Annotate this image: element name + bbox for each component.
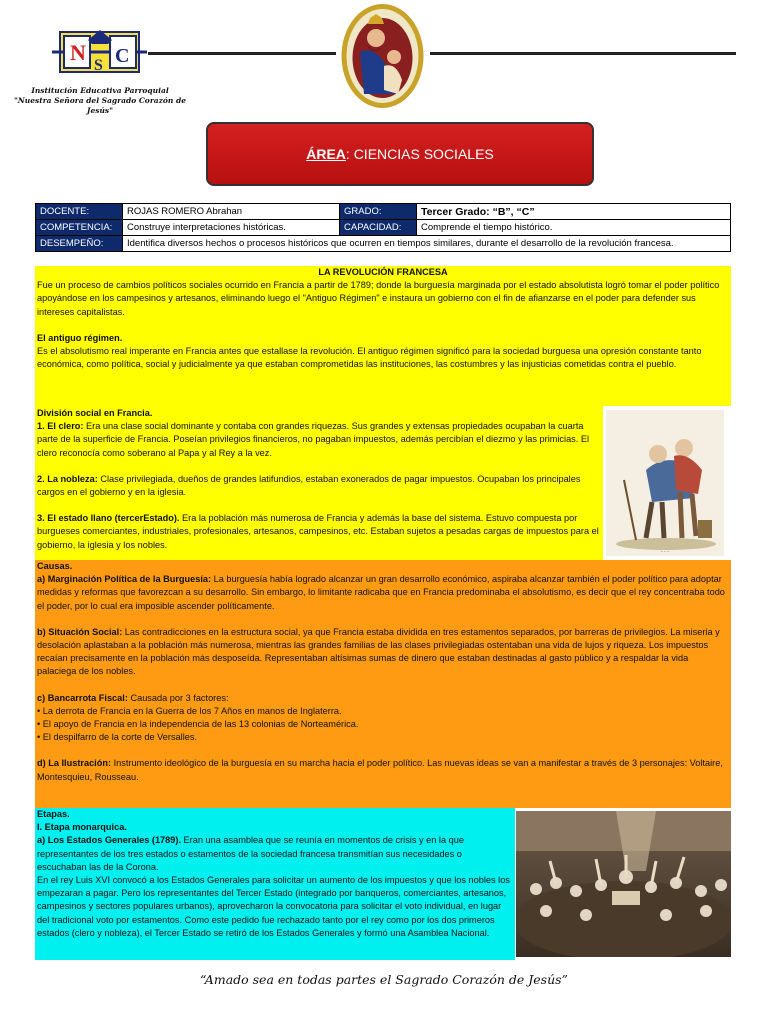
footer-motto: “Amado sea en todas partes el Sagrado Corazón de Jesús” <box>200 972 568 987</box>
estados-generales-paragraph <box>37 834 513 874</box>
three-estates-cartoon-image <box>606 410 724 556</box>
header-rule-right <box>430 52 736 55</box>
cause-b-text: Las contradicciones en la estructura social, ya que Francia estaba dividida en tres estamentos separados, por barreras de privilegios. La miseria y desolación aplastaban a la población más numerosa, mientras las grandes familias de las clases privilegiadas ostentaban una vida de lujos y riqueza. Los impuestos recaían precisamente en la población más desposeída. Representaban altísimas sumas de dinero que estaban destinadas al gasto público y a respaldar la vida palaciega de los nobles. <box>37 626 720 677</box>
logo-letter-n: N <box>70 40 86 65</box>
desempeno-label: DESEMPEÑO: <box>36 236 123 252</box>
virgin-medallion-image <box>340 2 425 110</box>
cause-d-text: Instrumento ideológico de la burguesía en su marcha hacia el poder político. Las nuevas ideas se van a manifestar a través de 3 personajes: Voltaire, Montesquieu, Rousseau. <box>37 758 723 782</box>
estado-llano-text: Era la población más numerosa de Francia y además la base del sistema. Estuvo compuesta por burgueses comerciantes, industriales, profesionales, artesanos, campesinos, etc. Estaban sujetos a pesadas cargas de impuestos para el gobierno, la iglesia y los nobles. <box>37 513 599 550</box>
cause-a-label: a) Marginación Política de la Burguesía: <box>37 574 212 585</box>
school-line-2: "Nuestra Señora del Sagrado Corazón de Jesús" <box>14 96 186 115</box>
estado-llano-label: 3. El estado llano (tercerEstado). <box>37 513 180 524</box>
area-value: : CIENCIAS SOCIALES <box>345 146 494 162</box>
tennis-court-oath-painting <box>516 811 731 957</box>
cause-b-label: b) Situación Social: <box>37 626 123 637</box>
estados-generales-label: a) Los Estados Generales (1789). <box>37 835 181 846</box>
info-row-docente <box>36 204 731 220</box>
area-label: ÁREA <box>306 146 346 162</box>
docente-value: ROJAS ROMERO Abrahan <box>123 204 340 220</box>
cause-c-item: • El apoyo de Francia en la independencia de las 13 colonias de Norteamérica. <box>37 719 359 730</box>
school-line-1: Institución Educativa Parroquial <box>31 86 169 95</box>
school-logo <box>52 22 147 82</box>
cause-c-item: • La derrota de Francia en la Guerra de los 7 Años en manos de Inglaterra. <box>37 705 342 716</box>
logo-letter-s: S <box>94 57 103 74</box>
stages-section <box>35 808 515 960</box>
antiguo-regimen-paragraph: Es el absolutismo real imperante en Francia antes que estallase la revolución. El antiguo régimen significó para la sociedad burguesa una opresión constante tanto económica, como política, social y judicialmente ya que estaban comprometidas las instituciones, las costumbres y las injusticias cometidas contra el pueblo. <box>37 346 702 370</box>
intro-paragraph: Fue un proceso de cambios políticos sociales ocurrido en Francia a partir de 1789; donde la burguesía marginada por el estado absolutista logró tomar el poder político apoyándose en los campesinos y artesanos, eliminando luego el "Antiguo Régimen" e instaura un gobierno con el fin de afianzarse en el poder para defender sus intereses capitalistas. <box>37 280 720 317</box>
grado-value: Tercer Grado: “B”, “C” <box>417 204 731 220</box>
cause-d-paragraph <box>37 757 729 783</box>
svg-text:~ ~ ~: ~ ~ ~ <box>660 549 670 554</box>
causes-heading: Causas. <box>37 561 73 571</box>
antiguo-regimen-heading: El antiguo régimen. <box>37 332 123 343</box>
cause-c-label: c) Bancarrota Fiscal: <box>37 692 128 703</box>
cause-a-paragraph <box>37 573 729 613</box>
area-banner <box>206 122 594 186</box>
cause-c-item: • El despilfarro de la corte de Versalles. <box>37 732 197 743</box>
nobleza-paragraph <box>37 473 601 499</box>
info-row-competencia <box>36 220 731 236</box>
cause-b-paragraph <box>37 626 729 679</box>
competencia-value: Construye interpretaciones históricas. <box>123 220 340 236</box>
info-row-desempeno <box>36 236 731 252</box>
stage-monarchic-heading: I. Etapa monarquica. <box>37 822 127 833</box>
capacidad-value: Comprende el tiempo histórico. <box>417 220 731 236</box>
luis-xvi-paragraph: En el rey Luis XVI convocó a los Estados Generales para solicitar un aumento de los impuestos y que los nobles los empezaran a pagar. Pero los representantes del Tercer Estado (integrado por banqueros, comerciantes, artesanos, campesinos y sectores populares urbanos), aprovecharon la convocatoria para solicitar el voto individual, en lugar del tradicional voto por estamentos. Como este pedido fue rechazado tanto por el rey como por los dos primeros estados (clero y nobleza), el Tercer Estado se retiró de los Estados Generales y formó una Asamblea Nacional. <box>37 875 510 938</box>
clero-paragraph <box>37 420 601 460</box>
cause-a-text: La burguesía había logrado alcanzar un gran desarrollo económico, aspiraba alcanzar también el poder político para adoptar medidas y reformas que favorezcan a su desarrollo. Sin embargo, lo limitante radicaba que en Francia predominaba el absolutismo, es decir que el rey concentraba todo el poder, por lo cual era imposible ascender políticamente. <box>37 574 725 611</box>
cause-c-text: Causada por 3 factores: <box>127 692 229 703</box>
competencia-label: COMPETENCIA: <box>36 220 123 236</box>
estado-llano-paragraph <box>37 512 601 552</box>
division-section <box>35 406 603 560</box>
causes-section <box>35 560 731 808</box>
cause-c-paragraph <box>37 692 729 705</box>
grado-label: GRADO: <box>340 204 417 220</box>
course-info-table <box>35 203 731 252</box>
intro-section <box>35 266 731 406</box>
division-heading: División social en Francia. <box>37 408 153 418</box>
stages-heading: Etapas. <box>37 809 70 819</box>
capacidad-label: CAPACIDAD: <box>340 220 417 236</box>
school-name <box>0 86 200 116</box>
cause-d-label: d) La Ilustración: <box>37 758 112 769</box>
clero-text: Era una clase social dominante y contaba con grandes riquezas. Sus grandes y extensas propiedades ocupaban la cuarta parte de la superficie de Francia. Poseían privilegios financieros, no pagaban impuestos, además percibían el diezmo y las primicias. El clero reconocía como soberano al Papa y al Rey a la vez. <box>37 421 590 458</box>
nobleza-label: 2. La nobleza: <box>37 473 98 484</box>
header-rule-left <box>148 52 336 55</box>
estados-generales-text: Eran una asamblea que se reunía en momentos de crisis y en la que representantes de los tres estados o estamentos de la sociedad francesa transmitían sus necesidades o escuchaban las de la Corona. <box>37 835 464 872</box>
revolution-title: LA REVOLUCIÓN FRANCESA <box>318 267 448 277</box>
nobleza-text: Clase privilegiada, dueños de grandes latifundios, estaban exonerados de pagar impuestos. Ocupaban los principales cargos en el gobierno y en la iglesia. <box>37 473 581 498</box>
logo-letter-c: C <box>115 45 130 67</box>
desempeno-value: Identifica diversos hechos o procesos históricos que ocurren en tiempos similares, durante el desarrollo de la revolución francesa. <box>123 236 731 252</box>
docente-label: DOCENTE: <box>36 204 123 220</box>
clero-label: 1. El clero: <box>37 421 84 432</box>
